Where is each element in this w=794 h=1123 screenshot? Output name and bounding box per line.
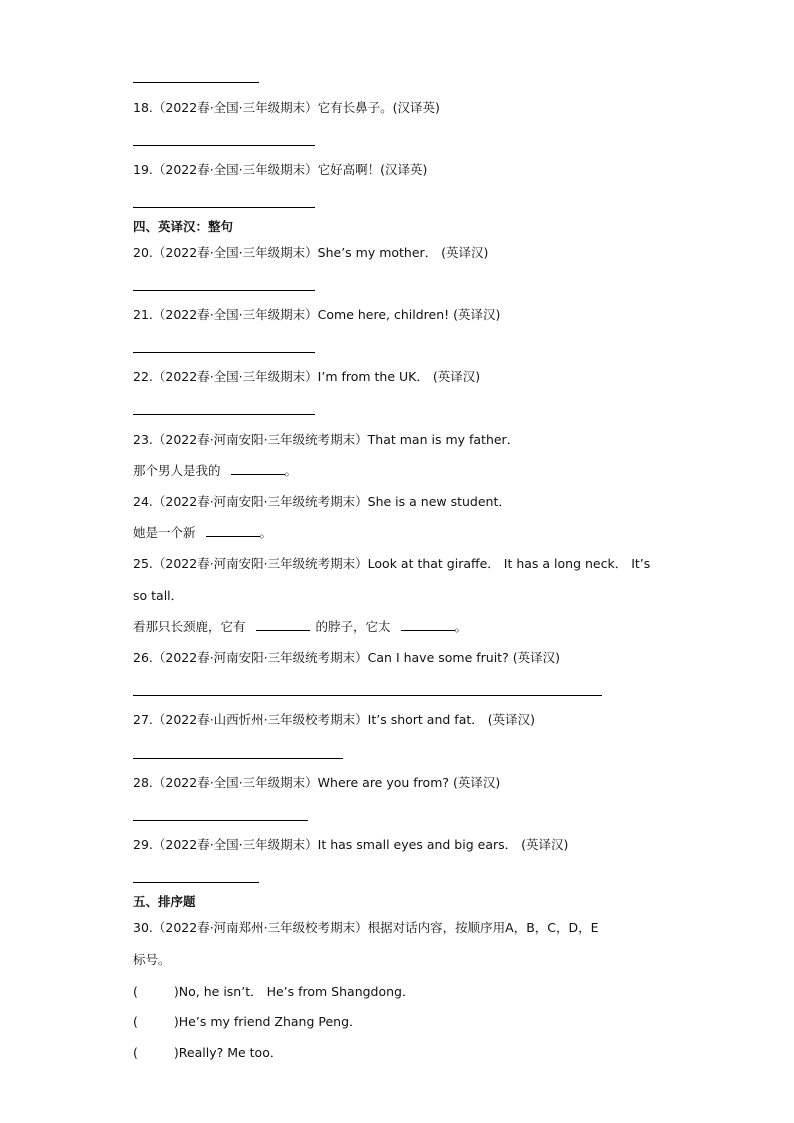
- answer-line[interactable]: [133, 352, 315, 353]
- order-item: ( )No, he isn’t． He’s from Shangdong．: [133, 984, 415, 999]
- question-29: 29.（2022春·全国·三年级期末）It has small eyes and big ears． (英译汉): [133, 837, 569, 852]
- question-25-translation: 看那只长颈鹿，它有 的脖子，它太 。: [133, 619, 468, 634]
- answer-line[interactable]: [133, 820, 308, 821]
- question-30-cont: 标号。: [133, 952, 171, 967]
- section-heading: 五、排序题: [133, 894, 196, 909]
- order-item: ( )He’s my friend Zhang Peng．: [133, 1014, 362, 1029]
- question-18: 18.（2022春·全国·三年级期末）它有长鼻子。(汉译英): [133, 100, 440, 115]
- question-24: 24.（2022春·河南安阳·三年级统考期末）She is a new student．: [133, 494, 511, 509]
- fill-blank[interactable]: [206, 524, 260, 537]
- answer-line[interactable]: [133, 414, 315, 415]
- question-28: 28.（2022春·全国·三年级期末）Where are you from? (英译汉): [133, 775, 501, 790]
- question-22: 22.（2022春·全国·三年级期末）I’m from the UK． (英译汉): [133, 369, 481, 384]
- answer-line[interactable]: [133, 882, 259, 883]
- answer-line[interactable]: [133, 145, 315, 146]
- question-26: 26.（2022春·河南安阳·三年级统考期末）Can I have some fruit? (英译汉): [133, 650, 560, 665]
- question-25: 25.（2022春·河南安阳·三年级统考期末）Look at that giraffe． It has a long neck． It’s: [133, 556, 651, 571]
- question-20: 20.（2022春·全国·三年级期末）She’s my mother． (英译汉): [133, 245, 489, 260]
- fill-blank[interactable]: [401, 618, 455, 631]
- answer-line[interactable]: [133, 207, 315, 208]
- answer-line: [133, 82, 259, 83]
- question-24-translation: 她是一个新 。: [133, 525, 273, 540]
- question-25-cont: so tall．: [133, 588, 184, 603]
- section-heading: 四、英译汉：整句: [133, 219, 234, 234]
- order-item: ( )Really? Me too．: [133, 1045, 283, 1060]
- answer-line[interactable]: [133, 758, 343, 759]
- fill-blank[interactable]: [256, 618, 310, 631]
- question-23: 23.（2022春·河南安阳·三年级统考期末）That man is my father．: [133, 432, 520, 447]
- answer-line[interactable]: [133, 290, 315, 291]
- fill-blank[interactable]: [231, 462, 285, 475]
- answer-line[interactable]: [133, 695, 602, 696]
- question-21: 21.（2022春·全国·三年级期末）Come here, children! (英译汉): [133, 307, 501, 322]
- question-30: 30.（2022春·河南郑州·三年级校考期末）根据对话内容，按顺序用A，B，C，D，E: [133, 920, 599, 935]
- question-23-translation: 那个男人是我的 。: [133, 463, 298, 478]
- question-27: 27.（2022春·山西忻州·三年级校考期末）It’s short and fat． (英译汉): [133, 712, 535, 727]
- question-19: 19.（2022春·全国·三年级期末）它好高啊！(汉译英): [133, 162, 428, 177]
